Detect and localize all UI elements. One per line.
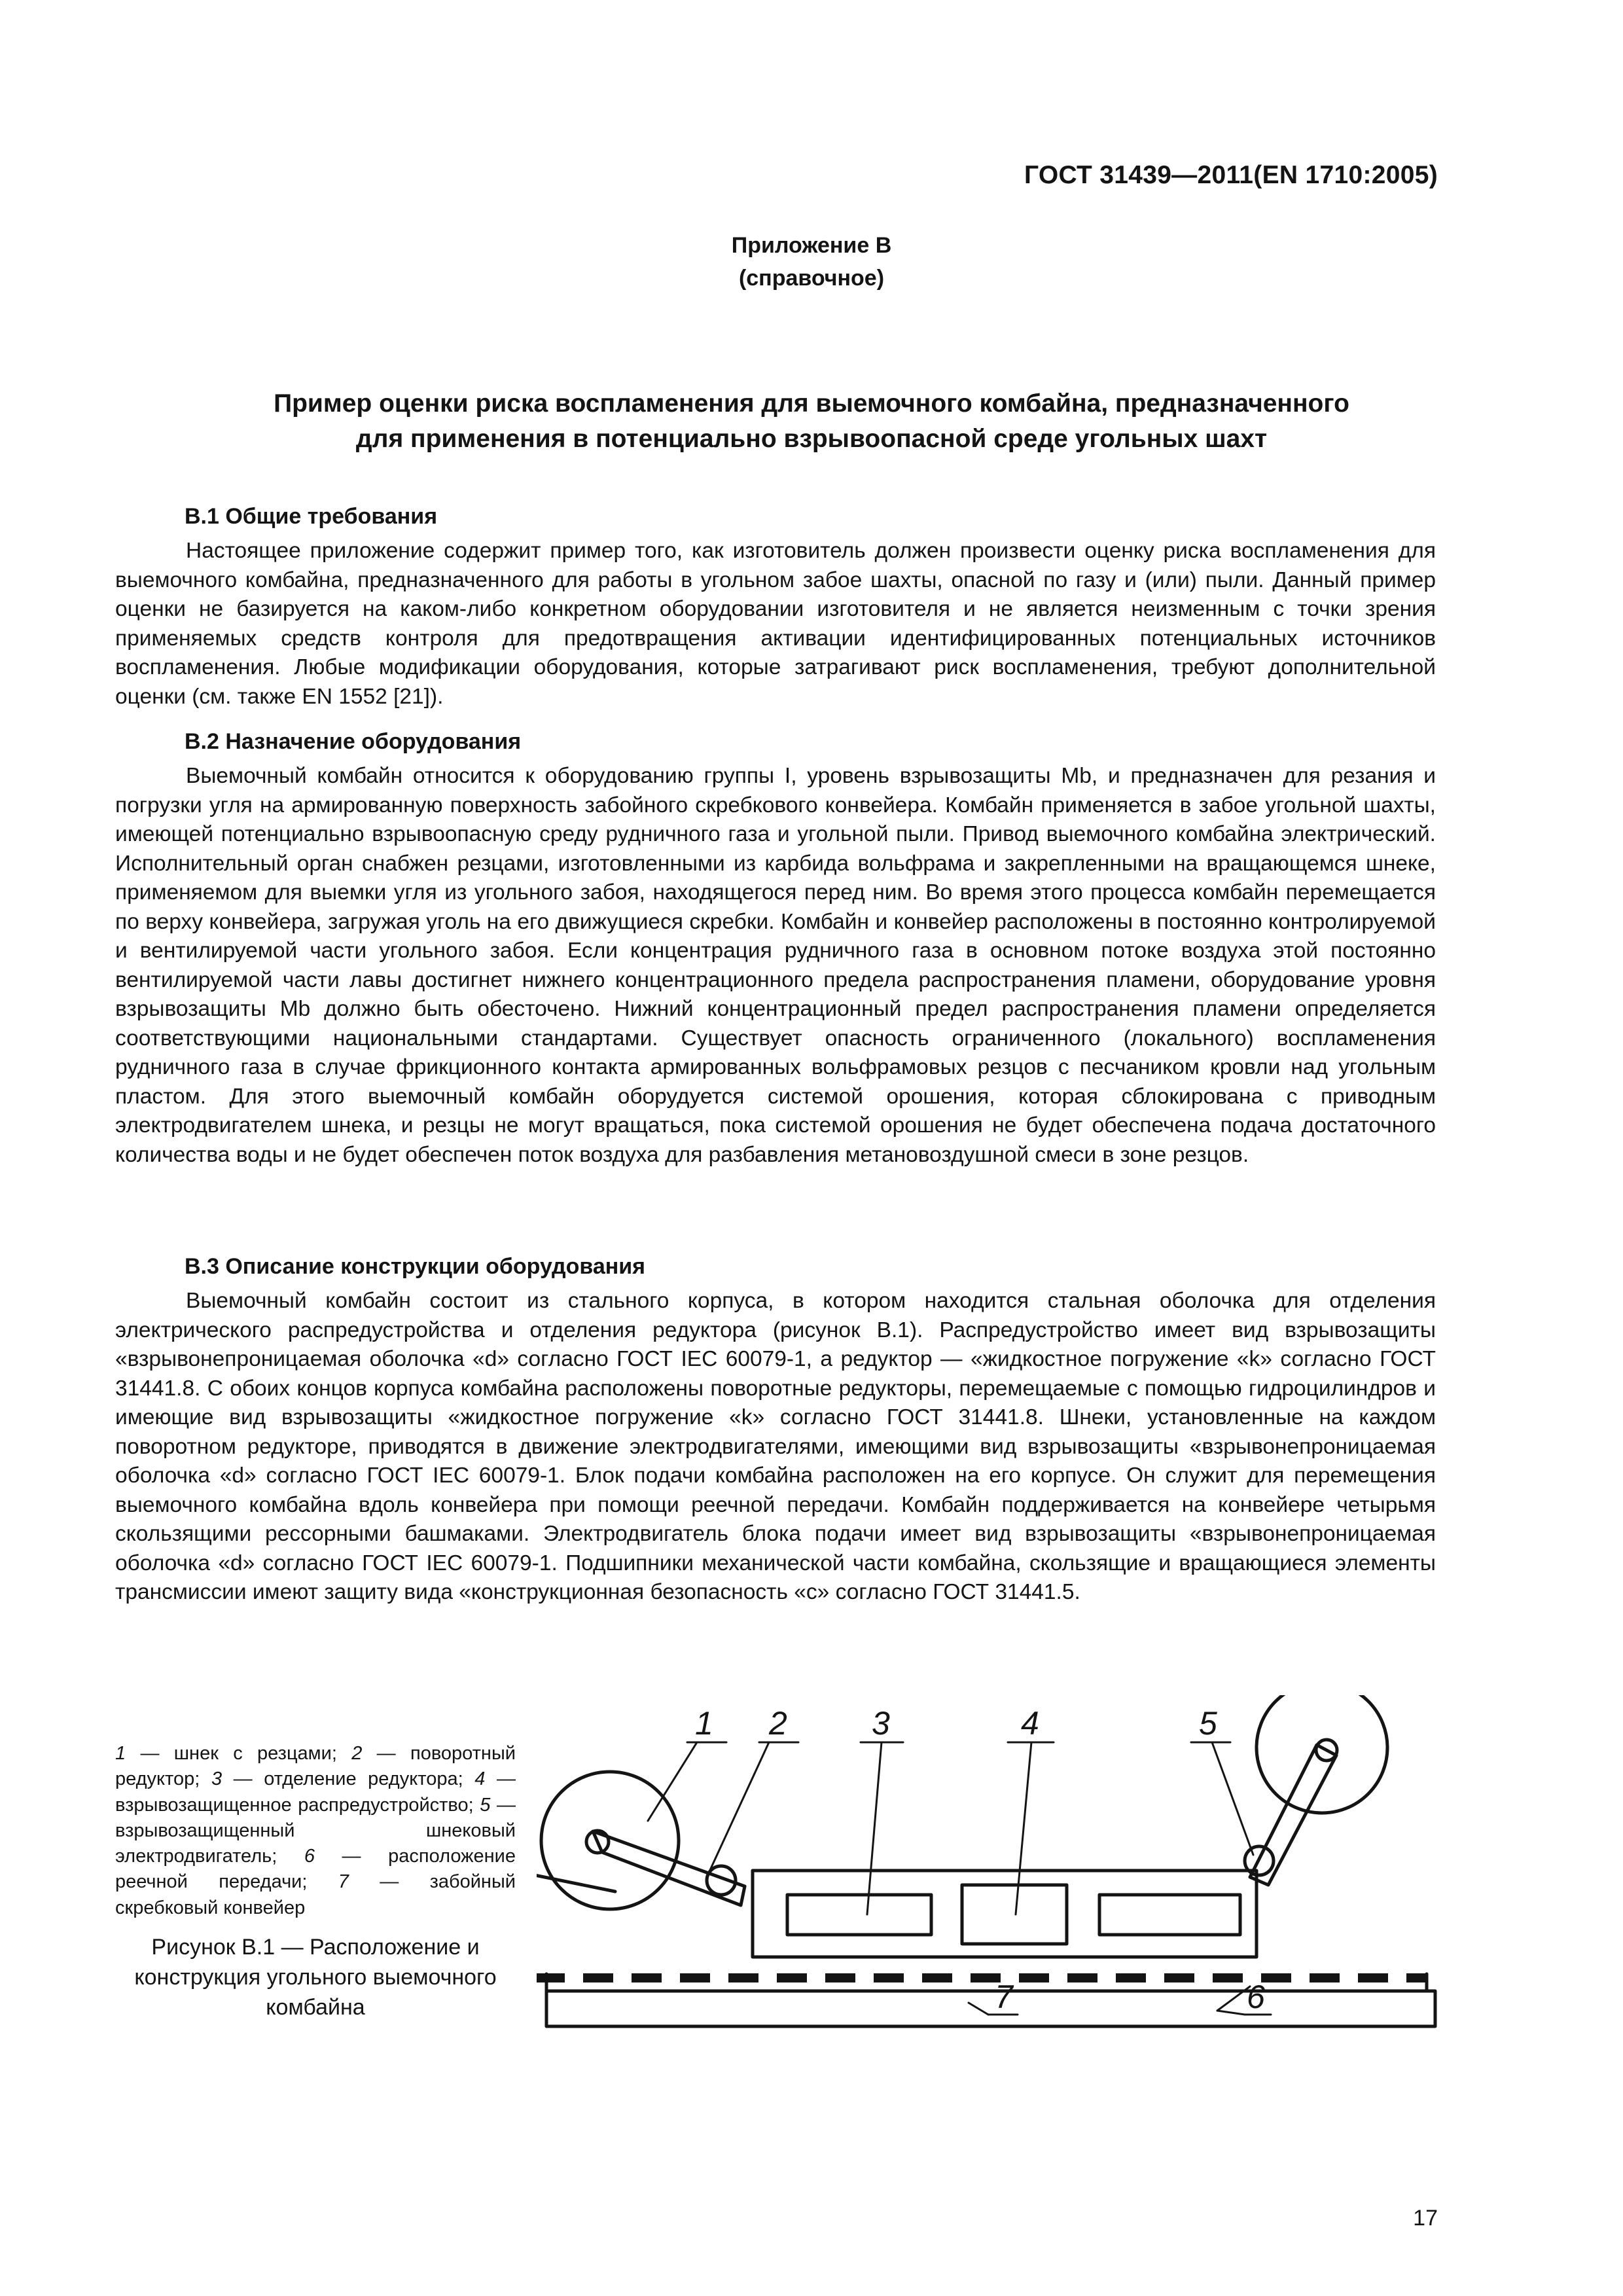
legend-item-number: 5 [480,1794,491,1816]
label-7: 7 [995,1979,1013,2015]
section-heading-b3: В.3 Описание конструкции оборудования [185,1254,646,1279]
title-line-1: Пример оценки риска воспламенения для выемочного комбайна, предназначенного [274,389,1349,418]
annex-main-title [157,386,1466,457]
legend-item-number: 6 [304,1846,315,1867]
annex-type: (справочное) [738,266,885,291]
motor-compartment [1099,1895,1240,1935]
label-4: 4 [1021,1705,1039,1742]
legend-item [211,1768,474,1789]
shearer-diagram [537,1695,1440,2036]
annex-title: Приложение В [731,233,892,258]
title-line-2: для применения в потенциально взрывоопасной среде угольных шахт [355,425,1268,453]
face-conveyor [546,1991,1435,2026]
legend-item-number: 2 [351,1743,363,1764]
legend-item [115,1743,351,1764]
legend-item-text: — шнек с резцами; [126,1743,352,1764]
legend-item-number: 7 [338,1871,349,1893]
annex-heading [0,229,1623,295]
label-2: 2 [769,1705,787,1742]
figure-legend [115,1741,516,1921]
legend-item-number: 3 [211,1768,223,1790]
right-drum [1257,1695,1387,1813]
legend-item-number: 4 [474,1768,486,1790]
section-heading-b1: В.1 Общие требования [185,504,438,529]
legend-item-text: — забойный скребковый конвейер [115,1871,516,1918]
section-text-b1: Настоящее приложение содержит пример того, как изготовитель должен произвести оценку риска воспламенения для выемочного комбайна, предназначенного для работы в угольном забое шахты, опасной по газу и (или) пыли. Данный пример оценки не базируется на каком-либо конкретном оборудовании изготовителя и не является неизменным с точки зрения применяемых средств контроля для предотвращения активации идентифицированных потенциальных источников воспламенения. Любые модификации оборудования, которые затрагивают риск воспламенения, требуют дополнительной оценки (см. также EN 1552 [21]). [115,539,1436,709]
legend-item-text: — поворотный редуктор; [115,1743,516,1790]
legend-item-text: — взрывозащищенный шнековый электродвигатель; [115,1794,516,1867]
legend-item-text: — расположение реечной передачи; [115,1846,516,1893]
gearbox-compartment [787,1895,931,1935]
figure-caption: Рисунок В.1 — Расположение и конструкция угольного выемочного комбайна [134,1935,497,2020]
section-text-b2: Выемочный комбайн относится к оборудованию группы I, уровень взрывозащиты Mb, и предназначен для резания и погрузки угля на армированную поверхность забойного скребкового конвейера. Комбайн применяется в забое угольной шахты, имеющей потенциально взрывоопасную среду рудничного газа и угольной пыли. Привод выемочного комбайна электрический. Исполнительный орган снабжен резцами, изготовленными из карбида вольфрама и закрепленными на вращающемся шнеке, применяемом для выемки угля из угольного забоя, находящегося перед ним. Во время этого процесса комбайн перемещается по верху конвейера, загружая уголь на его движущиеся скребки. Комбайн и конвейер расположены в постоянно контролируемой и вентилируемой части угольного забоя. Если концентрация рудничного газа в основном потоке воздуха этой постоянно вентилируемой части лавы достигнет нижнего концентрационного предела распространения пламени, оборудование уровня взрывозащиты Mb должно быть обесточено. Нижний концентрационный предел распространения пламени определяется соответствующими национальными стандартами. Существует опасность ограниченного (локального) воспламенения рудничного газа в случае фрикционного контакта армированных вольфрамовых резцов с песчаником кровли над угольным пластом. Для этого выемочный комбайн оборудуется системой орошения, которая сблокирована с приводным электродвигателем шнека, и резцы не могут вращаться, пока системой орошения не будет обеспечена подача достаточного количества воды и не будет обеспечен поток воздуха для разбавления метановоздушной смеси в зоне резцов. [115,764,1436,1167]
page-number: 17 [1413,2206,1438,2231]
switchgear-compartment [962,1885,1067,1944]
label-6: 6 [1247,1979,1265,2015]
legend-item-text: — взрывозащищенное распредустройство; [115,1768,516,1816]
document-code: ГОСТ 31439—2011(EN 1710:2005) [1024,161,1438,189]
label-1: 1 [695,1705,713,1742]
legend-item-number: 1 [115,1743,126,1764]
section-heading-b2: В.2 Назначение оборудования [185,729,522,754]
label-3: 3 [872,1705,890,1742]
legend-item-text: — отделение редуктора; [222,1768,475,1790]
label-5: 5 [1199,1705,1217,1742]
section-text-b3: Выемочный комбайн состоит из стального корпуса, в котором находится стальная оболочка для отделения электрического распредустройства и отделения редуктора (рисунок В.1). Распредустройство имеет вид взрывозащиты «взрывонепроницаемая оболочка «d» согласно ГОСТ IEC 60079-1, а редуктор — «жидкостное погружение «k» согласно ГОСТ 31441.8. С обоих концов корпуса комбайна расположены поворотные редукторы, перемещаемые с помощью гидроцилиндров и имеющие вид взрывозащиты «жидкостное погружение «k» согласно ГОСТ 31441.8. Шнеки, установленные на каждом поворотном редукторе, приводятся в движение электродвигателями, имеющими вид взрывозащиты «взрывонепроницаемая оболочка «d» согласно ГОСТ IEC 60079-1. Блок подачи комбайна расположен на его корпусе. Он служит для перемещения выемочного комбайна вдоль конвейера при помощи реечной передачи. Комбайн поддерживается на конвейере четырьмя скользящими рессорными башмаками. Электродвигатель блока подачи имеет вид взрывозащиты «взрывонепроницаемая оболочка «d» согласно ГОСТ IEC 60079-1. Подшипники механической части комбайна, скользящие и вращающиеся элементы трансмиссии имеют защиту вида «конструкционная безопасность «c» согласно ГОСТ 31441.5. [115,1289,1436,1604]
